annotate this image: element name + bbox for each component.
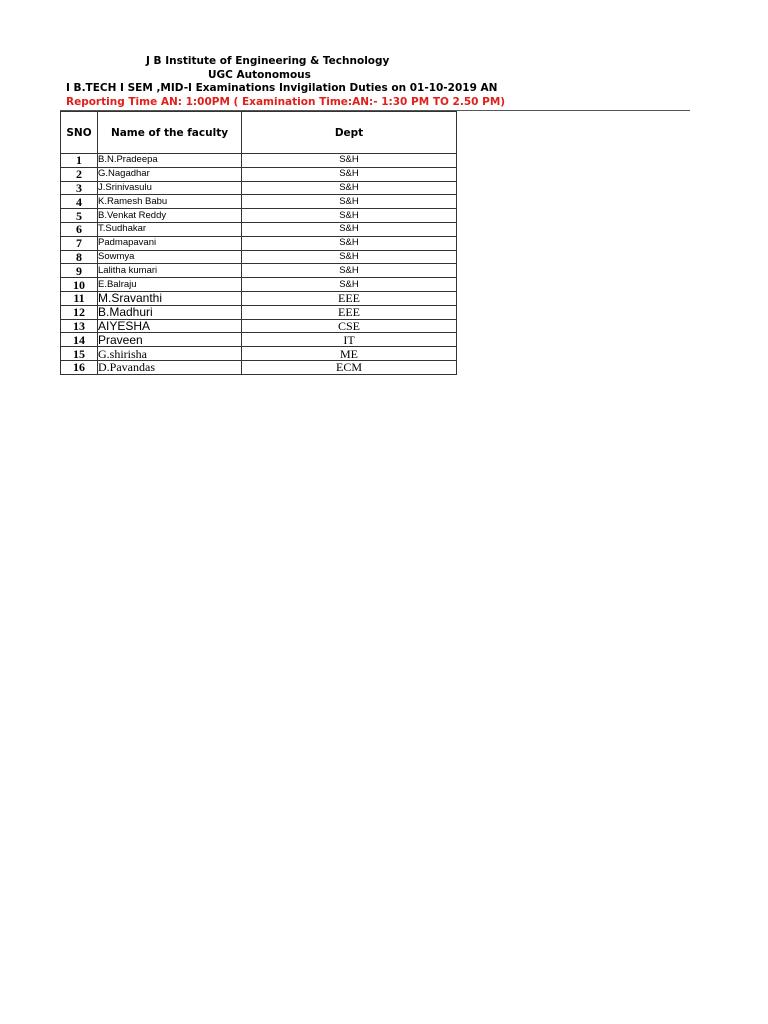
row-sno: 5 <box>61 209 98 223</box>
row-faculty-name: B.N.Pradeepa <box>98 154 242 168</box>
row-sno: 9 <box>61 264 98 278</box>
row-dept: S&H <box>242 250 457 264</box>
institute-name: J B Institute of Engineering & Technology <box>146 55 390 67</box>
row-dept: S&H <box>242 195 457 209</box>
row-faculty-name: J.Srinivasulu <box>98 181 242 195</box>
row-sno: 2 <box>61 167 98 181</box>
table-row <box>61 195 457 209</box>
table-row <box>61 360 457 374</box>
row-faculty-name: Lalitha kumari <box>98 264 242 278</box>
autonomous-status: UGC Autonomous <box>208 69 311 81</box>
row-dept: S&H <box>242 222 457 236</box>
row-sno: 15 <box>61 347 98 361</box>
row-faculty-name: B.Madhuri <box>98 305 242 319</box>
row-faculty-name: T.Sudhakar <box>98 222 242 236</box>
row-dept: S&H <box>242 264 457 278</box>
row-dept: ME <box>242 347 457 361</box>
row-sno: 1 <box>61 154 98 168</box>
table-row <box>61 236 457 250</box>
row-faculty-name: B.Venkat Reddy <box>98 209 242 223</box>
row-dept: S&H <box>242 167 457 181</box>
row-faculty-name: M.Sravanthi <box>98 291 242 305</box>
row-sno: 7 <box>61 236 98 250</box>
table-row <box>61 209 457 223</box>
reporting-time: Reporting Time AN: 1:00PM ( Examination Time:AN:- 1:30 PM TO 2.50 PM) <box>66 96 506 108</box>
row-dept: EEE <box>242 291 457 305</box>
row-sno: 16 <box>61 360 98 374</box>
table-row <box>61 333 457 347</box>
row-dept: IT <box>242 333 457 347</box>
table-row <box>61 347 457 361</box>
row-dept: CSE <box>242 319 457 333</box>
column-header-sno: SNO <box>61 112 98 154</box>
row-faculty-name: Padmapavani <box>98 236 242 250</box>
row-dept: S&H <box>242 181 457 195</box>
row-sno: 4 <box>61 195 98 209</box>
column-header-name: Name of the faculty <box>98 112 242 154</box>
row-dept: S&H <box>242 278 457 292</box>
row-dept: ECM <box>242 360 457 374</box>
row-faculty-name: G.shirisha <box>98 347 242 361</box>
invigilation-table <box>60 111 457 375</box>
row-sno: 3 <box>61 181 98 195</box>
row-faculty-name: K.Ramesh Babu <box>98 195 242 209</box>
table-row <box>61 154 457 168</box>
row-sno: 14 <box>61 333 98 347</box>
row-sno: 8 <box>61 250 98 264</box>
row-sno: 6 <box>61 222 98 236</box>
table-row <box>61 264 457 278</box>
exam-title: I B.TECH I SEM ,MID-I Examinations Invigilation Duties on 01-10-2019 AN <box>66 82 498 94</box>
table-row <box>61 250 457 264</box>
row-dept: EEE <box>242 305 457 319</box>
row-faculty-name: G.Nagadhar <box>98 167 242 181</box>
table-row <box>61 181 457 195</box>
table-row <box>61 278 457 292</box>
row-sno: 11 <box>61 291 98 305</box>
row-sno: 10 <box>61 278 98 292</box>
row-faculty-name: Praveen <box>98 333 242 347</box>
row-sno: 13 <box>61 319 98 333</box>
row-faculty-name: D.Pavandas <box>98 360 242 374</box>
row-faculty-name: E.Balraju <box>98 278 242 292</box>
table-row <box>61 291 457 305</box>
table-row <box>61 305 457 319</box>
row-faculty-name: AIYESHA <box>98 319 242 333</box>
row-dept: S&H <box>242 154 457 168</box>
row-faculty-name: Sowmya <box>98 250 242 264</box>
row-dept: S&H <box>242 209 457 223</box>
table-row <box>61 319 457 333</box>
row-sno: 12 <box>61 305 98 319</box>
row-dept: S&H <box>242 236 457 250</box>
table-header-row <box>61 112 457 154</box>
column-header-dept: Dept <box>242 112 457 154</box>
table-row <box>61 222 457 236</box>
table-row <box>61 167 457 181</box>
